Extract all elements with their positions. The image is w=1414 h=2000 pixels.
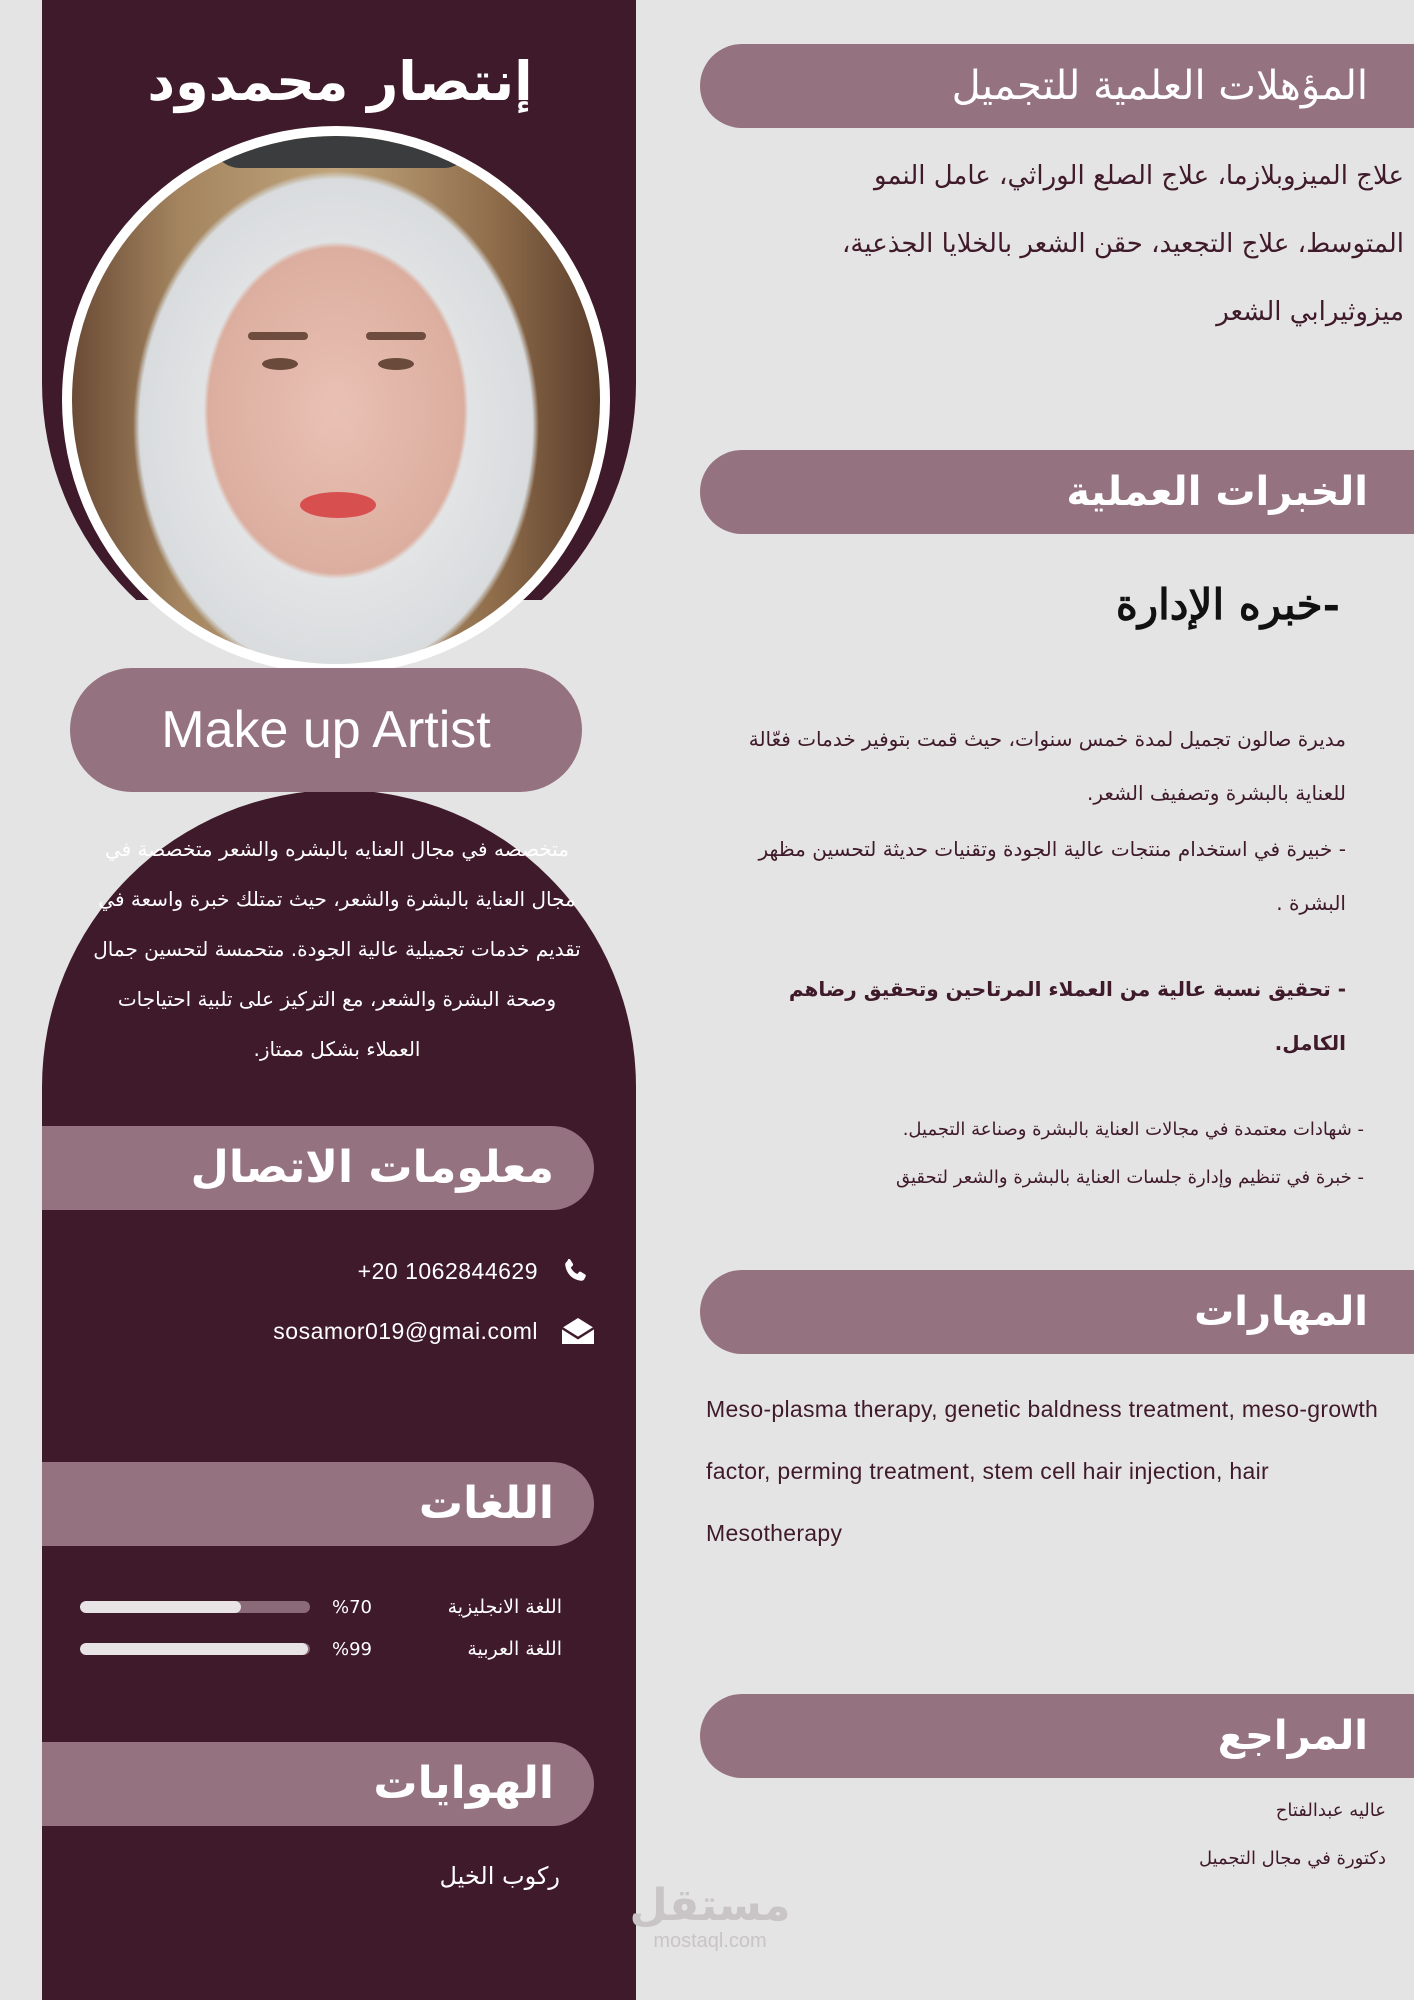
language-level-fill — [80, 1643, 308, 1655]
profile-name: إنتصار محمدود — [147, 50, 533, 113]
phone-number[interactable]: +20 1062844629 — [357, 1257, 538, 1284]
contact-email-row — [273, 1316, 600, 1346]
languages-heading: اللغات — [42, 1462, 594, 1546]
experience-paragraph: - شهادات معتمدة في مجالات العناية بالبشرة وصناعة التجميل. — [902, 1119, 1364, 1140]
experience-heading: الخبرات العملية — [700, 450, 1414, 534]
language-row-arabic — [80, 1634, 562, 1664]
language-level-fill — [80, 1601, 241, 1613]
hobby-item: ركوب الخيل — [439, 1862, 560, 1890]
language-level-bar — [80, 1643, 310, 1655]
watermark-arabic: مستقل — [629, 1880, 791, 1931]
watermark-latin: mostaql.com — [653, 1930, 767, 1952]
reference-role: دكتورة في مجال التجميل — [1198, 1848, 1386, 1869]
skills-heading: المهارات — [700, 1270, 1414, 1354]
watermark — [620, 1882, 800, 1953]
goggles-shape — [212, 136, 472, 168]
qualifications-text: علاج الميزوبلازما، علاج الصلع الوراثي، عامل النمو المتوسط، علاج التجعيد، حقن الشعر بالخلايا الجذعية، ميزوثيرابي الشعر — [842, 161, 1404, 327]
profile-photo — [72, 136, 600, 664]
qualifications-heading: المؤهلات العلمية للتجميل — [700, 44, 1414, 128]
eye-shape — [262, 358, 298, 370]
experience-subheading: -خبره الإدارة — [1115, 580, 1340, 629]
email-address[interactable]: sosamor019@gmai.coml — [273, 1317, 538, 1344]
experience-paragraph: - تحقيق نسبة عالية من العملاء المرتاحين وتحقيق رضاهم الكامل. — [788, 977, 1346, 1055]
brow-shape — [248, 332, 308, 340]
experience-paragraph: مديرة صالون تجميل لمدة خمس سنوات، حيث قمت بتوفير خدمات فعّالة للعناية بالبشرة وتصفيف الشعر. — [748, 727, 1346, 805]
envelope-icon — [560, 1316, 600, 1346]
language-name: اللغة الانجليزية — [447, 1596, 562, 1618]
contact-phone-row — [358, 1256, 600, 1286]
eye-shape — [378, 358, 414, 370]
brow-shape — [366, 332, 426, 340]
language-row-english — [80, 1592, 562, 1622]
language-percent: %70 — [331, 1596, 372, 1618]
phone-icon — [560, 1256, 600, 1286]
references-heading: المراجع — [700, 1694, 1414, 1778]
experience-paragraph: - خبرة في تنظيم وإدارة جلسات العناية بالبشرة والشعر لتحقيق — [895, 1167, 1364, 1188]
lips-shape — [300, 492, 376, 518]
job-title: Make up Artist — [70, 668, 582, 792]
contact-heading: معلومات الاتصال — [42, 1126, 594, 1210]
skills-text: Meso-plasma therapy, genetic baldness treatment, meso-growth factor, perming treatment, stem cell hair injection, hair Mesotherapy — [706, 1396, 1379, 1546]
hobbies-heading: الهوايات — [42, 1742, 594, 1826]
reference-name: عاليه عبدالفتاح — [1275, 1800, 1386, 1821]
language-percent: %99 — [331, 1638, 372, 1660]
language-level-bar — [80, 1601, 310, 1613]
about-text: متخصصه في مجال العنايه بالبشره والشعر متخصصة في مجال العناية بالبشرة والشعر، حيث تمتلك خبرة واسعة في تقديم خدمات تجميلية عالية الجودة. متحمسة لتحسين جمال وصحة البشرة والشعر، مع التركيز على تلبية احتياجات العملاء بشكل ممتاز. — [93, 837, 581, 1061]
language-name: اللغة العربية — [467, 1638, 562, 1660]
experience-paragraph: - خبيرة في استخدام منتجات عالية الجودة وتقنيات حديثة لتحسين مظهر البشرة . — [758, 837, 1346, 915]
